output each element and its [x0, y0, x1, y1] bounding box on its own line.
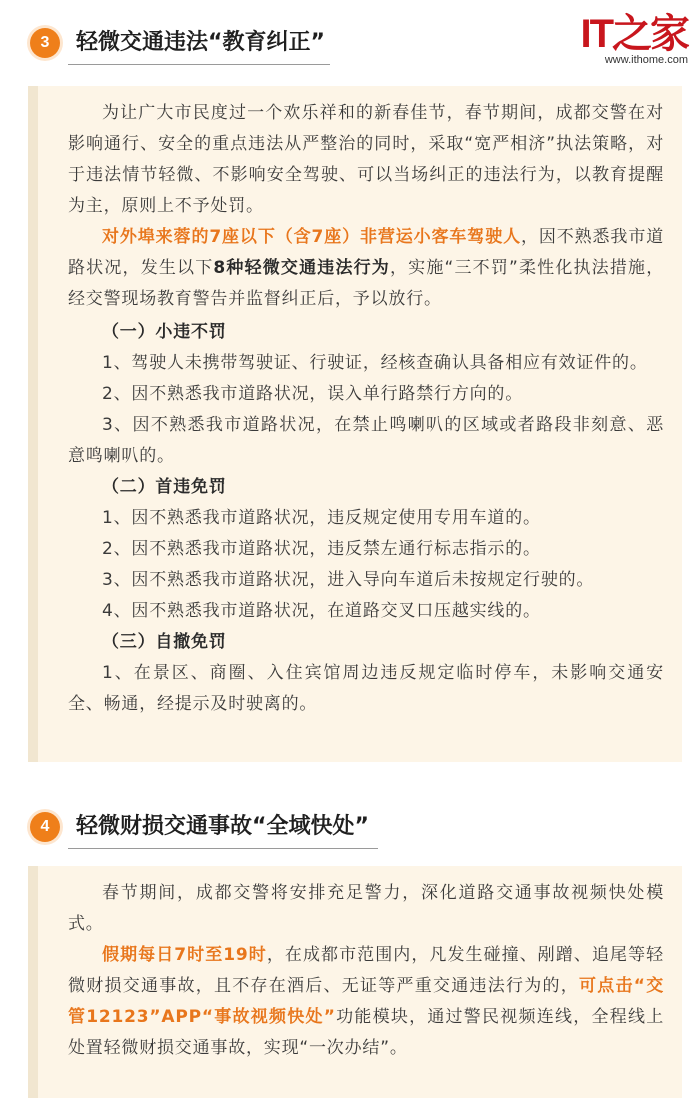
- section-3-scope-text-a: ，因不熟悉我市道路状况，发生以下: [68, 227, 665, 278]
- section-3-header: [0, 24, 430, 68]
- section-4-badge: 4: [30, 812, 60, 842]
- subheading-1: （一）小违不罚: [102, 322, 227, 342]
- section-3-underline: [68, 64, 330, 65]
- section-4-details: [68, 940, 664, 1064]
- section-3-scope-bold: 8种轻微交通违法行为: [213, 258, 390, 278]
- section-3-title: 轻微交通违法“教育纠正”: [76, 30, 325, 55]
- section-3-scope: [68, 222, 664, 315]
- section-4-app-highlight: 可点击“交管12123”APP“事故视频快处”: [68, 976, 664, 1027]
- list-item: 2、因不熟悉我市道路状况，误入单行路禁行方向的。: [102, 384, 524, 404]
- section-3-intro: 为让广大市民度过一个欢乐祥和的新春佳节，春节期间，成都交警在对影响通行、安全的重点违法从严整治的同时，采取“宽严相济”执法策略，对于违法情节轻微、不影响安全驾驶、可以当场纠正的违法行为，以教育提醒为主，原则上不予处罚。: [68, 103, 664, 216]
- ithome-logo: [580, 14, 688, 66]
- section-3-scope-text-c: ，实施“三不罚”柔性化执法措施，经交警现场教育警告并监督纠正后，予以放行。: [68, 258, 665, 309]
- logo-mark: [580, 14, 688, 54]
- logo-brand: IT之家: [580, 12, 688, 56]
- list-item: 2、因不熟悉我市道路状况，违反禁左通行标志指示的。: [102, 539, 541, 559]
- section-4-header: [0, 808, 430, 852]
- list-item: 3、因不熟悉我市道路状况，进入导向车道后未按规定行驶的。: [102, 570, 595, 590]
- logo-url: www.ithome.com: [604, 54, 688, 66]
- subheading-2: （二）首违免罚: [102, 477, 227, 497]
- list-item: 3、因不熟悉我市道路状况，在禁止鸣喇叭的区域或者路段非刻意、恶意鸣喇叭的。: [68, 415, 664, 466]
- section-3-scope-highlight: 对外埠来蓉的7座以下（含7座）非营运小客车驾驶人: [102, 227, 521, 247]
- section-3-box: [28, 86, 682, 762]
- section-4-title: 轻微财损交通事故“全域快处”: [76, 814, 369, 839]
- section-4-text-a: ，在成都市范围内，凡发生碰撞、剐蹭、追尾等轻微财损交通事故，且不存在酒后、无证等严重交通违法行为的，: [68, 945, 664, 996]
- section-4-intro: 春节期间，成都交警将安排充足警力，深化道路交通事故视频快处模式。: [68, 883, 664, 934]
- section-3-badge: 3: [30, 28, 60, 58]
- section-4-box: [28, 866, 682, 1098]
- section-4-time-highlight: 假期每日7时至19时: [102, 945, 267, 965]
- subheading-3: （三）自撤免罚: [102, 632, 227, 652]
- section-4-underline: [68, 848, 378, 849]
- list-item: 1、驾驶人未携带驾驶证、行驶证，经核查确认具备相应有效证件的。: [102, 353, 648, 373]
- list-item: 1、在景区、商圈、入住宾馆周边违反规定临时停车，未影响交通安全、畅通，经提示及时驶离的。: [68, 663, 664, 714]
- section-4-text-b: 功能模块，通过警民视频连线，全程线上处置轻微财损交通事故，实现“一次办结”。: [68, 1007, 665, 1058]
- list-item: 1、因不熟悉我市道路状况，违反规定使用专用车道的。: [102, 508, 541, 528]
- list-item: 4、因不熟悉我市道路状况，在道路交叉口压越实线的。: [102, 601, 541, 621]
